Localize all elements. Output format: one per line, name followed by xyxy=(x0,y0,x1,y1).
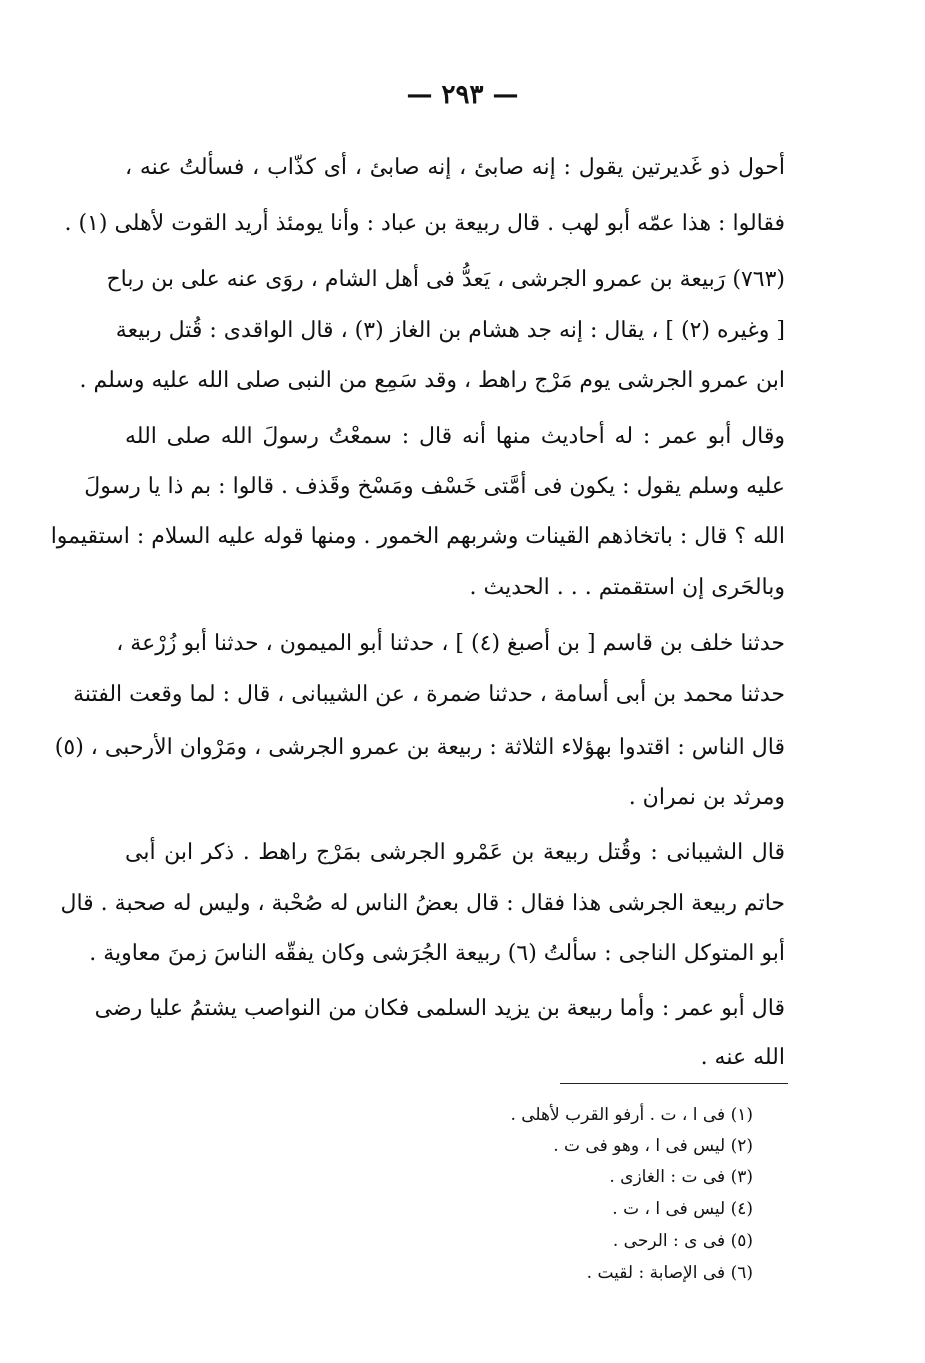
text-line: فقالوا : هذا عمّه أبو لهب . قال ربيعة بن عباد : وأنا يومئذ أريد القوت لأهلى (١) . xyxy=(64,211,785,236)
text-line: ابن عمرو الجرشى يوم مَرْج راهط ، وقد سَمِع من النبى صلى الله عليه وسلم . xyxy=(79,368,785,393)
text-line: الله ؟ قال : باتخاذهم القينات وشربهم الخمور . ومنها قوله عليه السلام : استقيموا xyxy=(50,524,785,549)
text-line: وقال أبو عمر : له أحاديث منها أنه قال : سمعْتُ رسولَ الله صلى الله xyxy=(125,424,785,449)
text-line: حدثنا خلف بن قاسم [ بن أصبغ (٤) ] ، حدثنا أبو الميمون ، حدثنا أبو زُرْعة ، xyxy=(116,631,785,656)
footnote: (١) فى ا ، ت . أرفو القرب لأهلى . xyxy=(510,1105,753,1125)
footnote: (٣) فى ت : الغازى . xyxy=(609,1167,753,1187)
text-line: قال الشيبانى : وقُتل ربيعة بن عَمْرو الجرشى بمَرْج راهط . ذكر ابن أبى xyxy=(125,840,785,865)
text-line: حاتم ربيعة الجرشى هذا فقال : قال بعضُ الناس له صُحْبة ، وليس له صحبة . قال xyxy=(60,891,785,916)
text-line: أبو المتوكل الناجى : سألتُ (٦) ربيعة الجُرَشى وكان يفقّه الناسَ زمنَ معاوية . xyxy=(89,941,785,966)
footnote: (٢) ليس فى ا ، وهو فى ت . xyxy=(553,1136,753,1156)
text-line: قال الناس : اقتدوا بهؤلاء الثلاثة : ربيعة بن عمرو الجرشى ، ومَرْوان الأرحبى ، (٥) xyxy=(54,735,785,760)
page-number: — ٢٩٣ — xyxy=(406,80,519,110)
footnote: (٤) ليس فى ا ، ت . xyxy=(612,1199,753,1219)
text-line: عليه وسلم يقول : يكون فى أمَّتى خَسْف ومَسْخ وقَذف . قالوا : بم ذا يا رسولَ xyxy=(84,474,785,499)
text-line: الله عنه . xyxy=(700,1045,785,1070)
footnote: (٦) فى الإصابة : لقيت . xyxy=(586,1263,753,1283)
footnote-divider xyxy=(560,1083,788,1084)
text-line: [ وغيره (٢) ] ، يقال : إنه جد هشام بن الغاز (٣) ، قال الواقدى : قُتل ربيعة xyxy=(115,318,785,343)
text-line: حدثنا محمد بن أبى أسامة ، حدثنا ضمرة ، عن الشيبانى ، قال : لما وقعت الفتنة xyxy=(73,682,785,707)
text-line: (٧٦٣) رَبيعة بن عمرو الجرشى ، يَعدُّ فى أهل الشام ، روَى عنه على بن رباح xyxy=(106,267,785,292)
text-line: ومرثد بن نمران . xyxy=(628,785,785,810)
text-line: وبالحَرى إن استقمتم . . . الحديث . xyxy=(469,575,785,600)
text-line: قال أبو عمر : وأما ربيعة بن يزيد السلمى فكان من النواصب يشتمُ عليا رضى xyxy=(94,996,785,1021)
footnote: (٥) فى ى : الرحى . xyxy=(612,1231,753,1251)
text-line: أحول ذو غَديرتين يقول : إنه صابئ ، إنه صابئ ، أى كذّاب ، فسألتُ عنه ، xyxy=(125,155,785,180)
